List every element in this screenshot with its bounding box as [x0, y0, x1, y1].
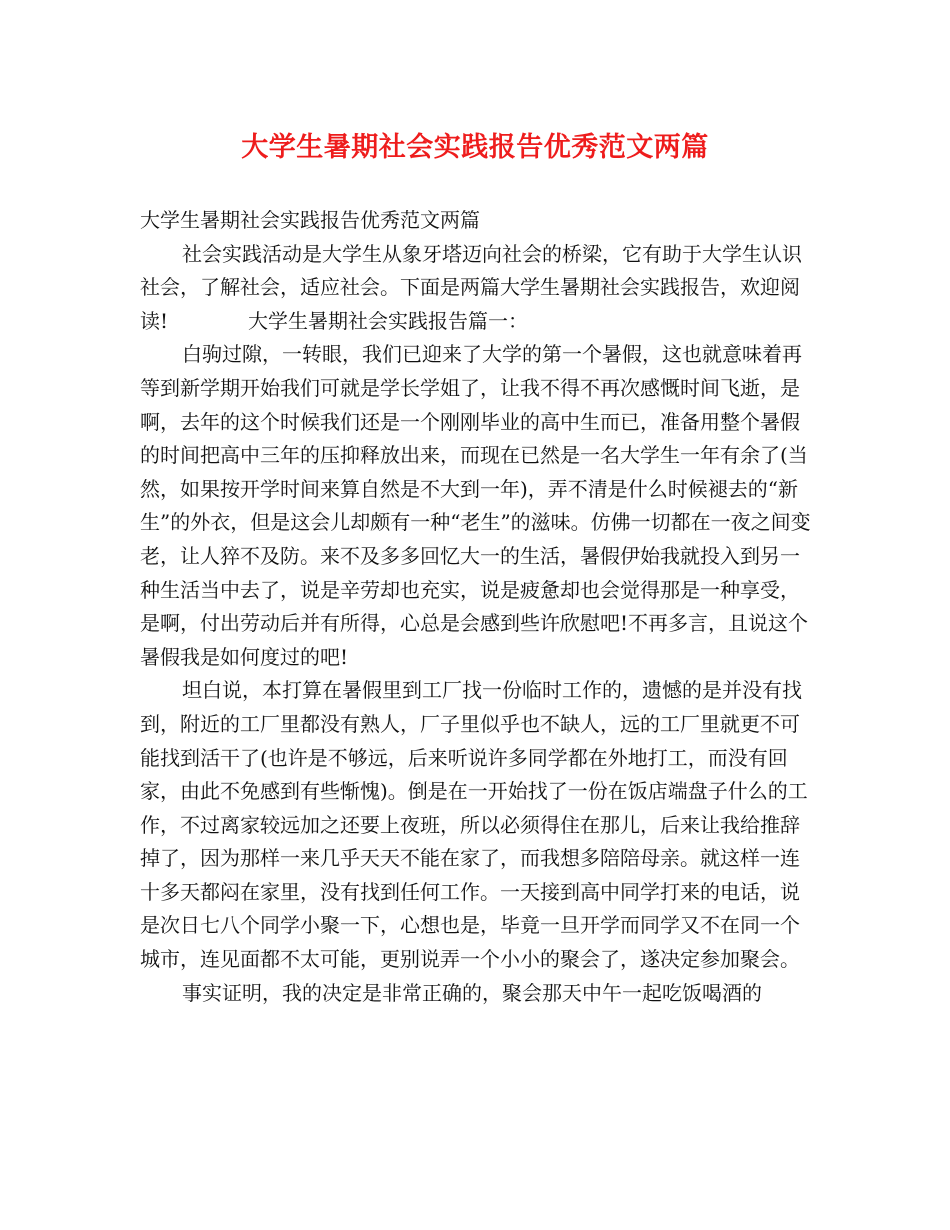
document-body: [140, 204, 816, 1010]
intro-text: 社会实践活动是大学生从象牙塔迈向社会的桥梁，它有助于大学生认识社会，了解社会，适应社会。下面是两篇大学生暑期社会实践报告，欢迎阅读!: [140, 241, 802, 333]
intro-paragraph: [140, 238, 816, 339]
document-subtitle: 大学生暑期社会实践报告优秀范文两篇: [140, 208, 480, 232]
body-paragraph: 坦白说，本打算在暑假里到工厂找一份临时工作的，遗憾的是并没有找到，附近的工厂里都没有熟人，厂子里似乎也不缺人，远的工厂里就更不可能找到活干了(也许是不够远，后来听说许多同学都在外地打工，而没有回家，由此不免感到有些惭愧)。倒是在一开始找了一份在饭店端盘子什么的工作，不过离家较远加之还要上夜班，所以必须得住在那儿，后来让我给推辞掉了，因为那样一来几乎天天不能在家了，而我想多陪陪母亲。就这样一连十多天都闷在家里，没有找到任何工作。一天接到高中同学打来的电话，说是次日七八个同学小聚一下，心想也是，毕竟一旦开学而同学又不在同一个城市，连见面都不太可能，更别说弄一个小小的聚会了，遂决定参加聚会。: [140, 678, 808, 972]
body-paragraph: 事实证明，我的决定是非常正确的，聚会那天中午一起吃饭喝酒的: [182, 980, 762, 1005]
section-heading: 大学生暑期社会实践报告篇一：: [248, 308, 529, 333]
document-title: 大学生暑期社会实践报告优秀范文两篇: [241, 132, 709, 163]
body-paragraph: 白驹过隙，一转眼，我们已迎来了大学的第一个暑假，这也就意味着再等到新学期开始我们可就是学长学姐了，让我不得不再次感慨时间飞逝，是啊，去年的这个时候我们还是一个刚刚毕业的高中生而已，准备用整个暑假的时间把高中三年的压抑释放出来，而现在已然是一名大学生一年有余了(当然，如果按开学时间来算自然是不大到一年)，弄不清是什么时候褪去的“新生”的外衣，但是这会儿却颇有一种“老生”的滋味。仿佛一切都在一夜之间变老，让人猝不及防。来不及多多回忆大一的生活，暑假伊始我就投入到另一种生活当中去了，说是辛劳却也充实，说是疲惫却也会觉得那是一种享受，是啊，付出劳动后并有所得，心总是会感到些许欣慰吧!不再多言，且说这个暑假我是如何度过的吧!: [140, 342, 811, 669]
